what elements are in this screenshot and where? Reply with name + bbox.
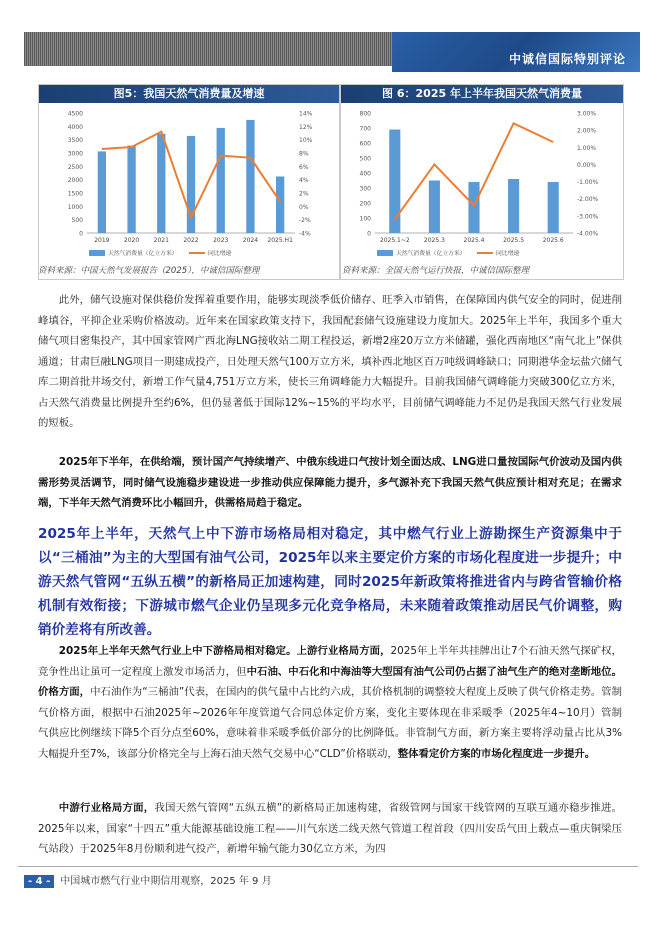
left-tick-label: 2000	[67, 177, 83, 185]
left-tick-label: 300	[359, 185, 371, 193]
bar	[246, 120, 254, 233]
category-label: 2025.5	[503, 237, 525, 244]
right-tick-label: 0.00%	[577, 161, 597, 169]
bar	[508, 179, 519, 233]
right-tick-label: 1.00%	[577, 144, 597, 152]
left-tick-label: 4500	[67, 110, 83, 118]
category-label: 2025.H1	[267, 237, 293, 244]
right-tick-label: 8%	[299, 150, 309, 158]
right-tick-label: 4%	[299, 177, 309, 185]
legend-line-label: 同比增速	[208, 251, 232, 257]
left-tick-label: 2500	[67, 163, 83, 171]
right-tick-label: 6%	[299, 163, 309, 171]
figure-6-chart	[341, 103, 623, 263]
paragraph-upstream	[38, 641, 622, 764]
footer-rule	[18, 866, 638, 867]
left-tick-label: 1000	[67, 203, 83, 211]
left-tick-label: 100	[359, 215, 371, 223]
right-tick-label: 2.00%	[577, 127, 597, 135]
left-tick-label: 400	[359, 170, 371, 178]
category-label: 2024	[242, 237, 259, 244]
footer-text: 中国城市燃气行业中期信用观察，2025 年 9 月	[60, 876, 272, 887]
legend-line-label: 同比增速	[496, 251, 520, 257]
category-label: 2025.4	[463, 237, 485, 244]
page-number: - 4 -	[24, 875, 54, 888]
left-tick-label: 500	[359, 155, 371, 163]
right-tick-label: -2%	[299, 217, 311, 225]
category-label: 2023	[213, 237, 229, 244]
right-tick-label: 10%	[299, 137, 313, 145]
figure-6	[340, 84, 624, 280]
bar	[468, 182, 479, 233]
right-tick-label: 12%	[299, 123, 313, 131]
left-tick-label: 800	[359, 110, 371, 118]
category-label: 2025.6	[542, 237, 564, 244]
right-tick-label: 14%	[299, 110, 313, 118]
paragraph-outlook: 2025年下半年，在供给端，预计国产气持续增产、中俄东线进口气按计划全面达成、LNG进口量按国际气价波动及国内供需形势灵活调节，同时储气设施稳步建设进一步推动供应保障能力提升，多气源补充下我国天然气供应预计相对充足；在需求端，下半年天然气消费环比小幅回升，供需格局趋于稳定。	[38, 456, 622, 509]
brand-title: 中诚信国际特别评论	[508, 52, 626, 66]
bar	[98, 151, 106, 233]
growth-line	[395, 123, 553, 219]
right-tick-label: -1.00%	[577, 179, 599, 187]
category-label: 2021	[153, 237, 169, 244]
right-tick-label: -2.00%	[577, 196, 599, 204]
upstream-lead: 2025年上半年天然气行业上中下游格局相对稳定。上游行业格局方面，	[58, 645, 391, 657]
figure-5	[38, 84, 340, 280]
figure-5-chart	[39, 103, 339, 263]
left-tick-label: 200	[359, 200, 371, 208]
category-label: 2019	[94, 237, 110, 244]
left-tick-label: 4000	[67, 123, 83, 131]
left-tick-label: 3500	[67, 137, 83, 145]
category-label: 2025.3	[423, 237, 445, 244]
bar	[389, 130, 400, 234]
category-label: 2025.1~2	[379, 237, 410, 244]
bar	[217, 128, 225, 233]
figure-6-title: 图 6：2025 年上半年我国天然气消费量	[341, 85, 623, 103]
bar	[429, 181, 440, 234]
category-label: 2022	[183, 237, 199, 244]
left-tick-label: 3000	[67, 150, 83, 158]
right-tick-label: -3.00%	[577, 213, 599, 221]
legend-bar-label: 天然气消费量（亿立方米）	[396, 251, 466, 257]
right-tick-label: -4.00%	[577, 230, 599, 238]
upstream-emphasis: 中石油、中石化和中海油等大型国有油气公司仍占据了油气生产的绝对垄断地位。价格方面，	[38, 665, 623, 698]
figure-5-title: 图5：我国天然气消费量及增速	[39, 85, 339, 103]
brand-banner	[392, 32, 640, 72]
bar	[127, 146, 135, 233]
midstream-lead: 中游行业格局方面，	[58, 802, 155, 814]
figure-5-source: 资料来源：中国天然气发展报告（2025），中诚信国际整理	[38, 266, 260, 276]
left-tick-label: 500	[71, 217, 83, 225]
midstream-text: 我国天然气管网“五纵五横”的新格局正加速构建，省级管网与国家干线管网的互联互通亦稳步推进。2025年以来，国家“十四五”重大能源基础设施工程——川气东送二线天然气管道工程首段（四川安岳气田上载点—重庆铜梁压气站段）于2025年8月份顺利进气投产，新增年输气能力30亿立方米，为四	[38, 802, 622, 855]
left-tick-label: 0	[367, 230, 371, 238]
paragraph-storage: 此外，储气设施对保供稳价发挥着重要作用，能够实现淡季低价储存、旺季入市销售，在保障国内供气安全的同时，促进削峰填谷，平抑企业采购价格波动。近年来在国家政策支持下，我国配套储气设施建设力度加大。2025年上半年，我国多个重大储气项目密集投产，其中国家管网广西北海LNG接收站二期工程投运，新增2座20万立方米储罐，强化西南地区“南气北上”保供通道；甘肃巨融LNG项目一期建成投产，日处理天然气100万立方米，填补西北地区百万吨级调峰缺口；同期港华金坛盐穴储气库二期首批井场交付，新增工作气量4,751万立方米，使长三角调峰能力大幅提升。目前我国储气调峰能力突破300亿立方米，占天然气消费量比例提升至约6%，但仍显著低于国际12%~15%的平均水平，目前储气调峰能力不足仍是我国天然气行业发展的短板。	[38, 294, 622, 429]
upstream-conclusion: 整体看定价方案的市场化程度进一步提升。	[397, 747, 596, 760]
left-tick-label: 700	[359, 125, 371, 133]
upstream-text-1: 2025年上半年共挂牌出让7个石油天然气探矿权，竞争性出让虽可一定程度上激发市场活力，但	[38, 645, 622, 678]
bar	[157, 134, 165, 233]
category-label: 2020	[123, 237, 140, 244]
figure-6-source: 资料来源：全国天然气运行快报，中诚信国际整理	[342, 266, 530, 276]
left-tick-label: 0	[79, 230, 83, 238]
right-tick-label: 2%	[299, 190, 309, 198]
right-tick-label: -4%	[299, 230, 311, 238]
footer	[24, 872, 272, 888]
upstream-text-2: 中石油作为“三桶油”代表，在国内的供气量中占比约六成，其价格机制的调整较大程度上反映了供气价格走势。管制气价格方面，根据中石油2025年~2026年年度管道气合同总体定价方案，变化主要体现在非采暖季（2025年4~10月）管制气供应比例继续下降5个百分点至60%，意味着非采暖季低价部分的比例降低。非管制气方面，新方案主要将浮动量占比从3%大幅提升至7%，该部分价格完全与上海石油天然气交易中心“CLD”价格联动，	[38, 686, 622, 760]
paragraph-midstream	[38, 798, 622, 860]
legend-bar-label: 天然气消费量（亿立方米）	[108, 251, 178, 257]
legend-bar-swatch	[89, 250, 105, 256]
right-tick-label: 3.00%	[577, 110, 597, 118]
left-tick-label: 600	[359, 140, 371, 148]
left-tick-label: 1500	[67, 190, 83, 198]
highlight-summary: 2025年上半年，天然气上中下游市场格局相对稳定，其中燃气行业上游勘探生产资源集中于以“三桶油”为主的大型国有油气公司，2025年以来主要定价方案的市场化程度进一步提升；中游天然气管网“五纵五横”的新格局正加速构建，同时2025年新政策将推进省内与跨省管输价格机制有效衔接；下游城市燃气企业仍呈现多元化竞争格局，未来随着政策推动居民气价调整，购销价差将有所改善。	[38, 526, 622, 638]
bar	[276, 176, 284, 233]
legend-bar-swatch	[377, 250, 393, 256]
bar	[548, 182, 559, 233]
right-tick-label: 0%	[299, 203, 309, 211]
